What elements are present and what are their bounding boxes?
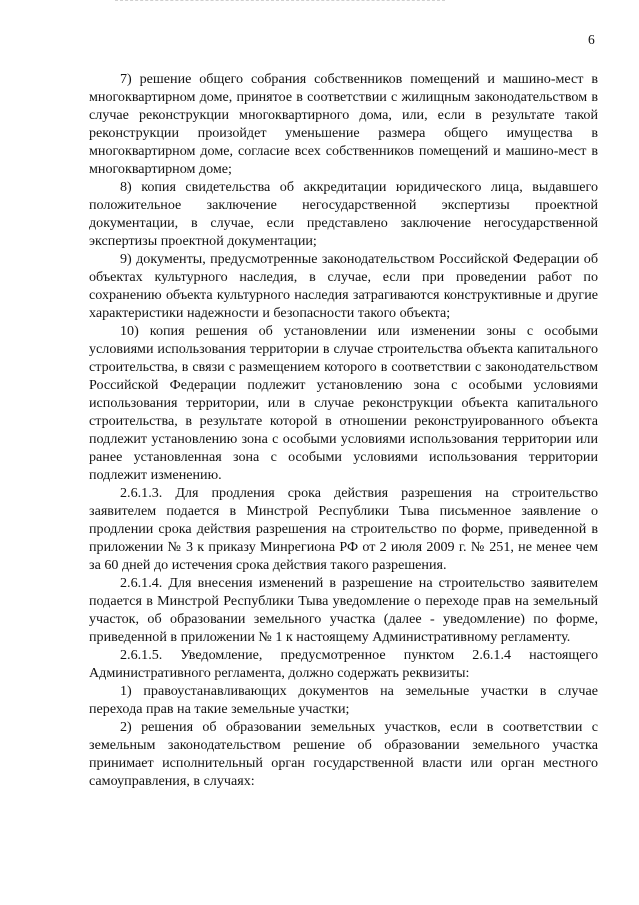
paragraph-2-6-1-4: 2.6.1.4. Для внесения изменений в разрешение на строительство заявителем подается в Минстрой Республики Тыва уведомление о переходе прав на земельный участок, об образовании земельного участка (далее - уведомление) по форме, приведенной в приложении № 1 к настоящему Административному регламенту. [89,575,598,645]
paragraph-item-10: 10) копия решения об установлении или изменении зоны с особыми условиями использования территории в случае строительства объекта капитального строительства, в связи с размещением которого в соответствии с законодательством Российской Федерации подлежит установлению зона с особыми условиями использования территории, или в случае реконструкции объекта капитального строительства, в результате которой в отношении реконструированного объекта подлежит установлению зона с особыми условиями использования территории или ранее установленная зона с особыми условиями использования территории подлежит изменению. [89,323,598,483]
paragraph-item-8: 8) копия свидетельства об аккредитации юридического лица, выдавшего положительное заключение негосударственной экспертизы проектной документации, в случае, если представлено заключение негосударственной экспертизы проектной документации; [89,179,598,249]
paragraph-2-6-1-5: 2.6.1.5. Уведомление, предусмотренное пунктом 2.6.1.4 настоящего Административного регламента, должно содержать реквизиты: [89,647,598,681]
document-body [89,70,598,790]
paragraph-subitem-2: 2) решения об образовании земельных участков, если в соответствии с земельным законодательством решение об образовании земельного участка принимает исполнительный орган государственной власти или орган местного самоуправления, в случаях: [89,719,598,789]
paragraph-2-6-1-3: 2.6.1.3. Для продления срока действия разрешения на строительство заявителем подается в Минстрой Республики Тыва письменное заявление о продлении срока действия разрешения на строительство по форме, приведенной в приложении № 3 к приказу Минрегиона РФ от 2 июля 2009 г. № 251, не менее чем за 60 дней до истечения срока действия такого разрешения. [89,485,598,573]
paragraph-subitem-1: 1) правоустанавливающих документов на земельные участки в случае перехода прав на такие земельные участки; [89,683,598,717]
page-number: 6 [588,32,595,47]
scan-artifact-line [115,0,445,5]
paragraph-item-7: 7) решение общего собрания собственников помещений и машино-мест в многоквартирном доме, принятое в соответствии с жилищным законодательством в случае реконструкции многоквартирного дома, или, если в результате такой реконструкции произойдет уменьшение размера общего имущества в многоквартирном доме, согласие всех собственников помещений и машино-мест в многоквартирном доме; [89,71,598,177]
paragraph-item-9: 9) документы, предусмотренные законодательством Российской Федерации об объектах культурного наследия, в случае, если при проведении работ по сохранению объекта культурного наследия затрагиваются конструктивные и другие характеристики надежности и безопасности такого объекта; [89,251,598,321]
